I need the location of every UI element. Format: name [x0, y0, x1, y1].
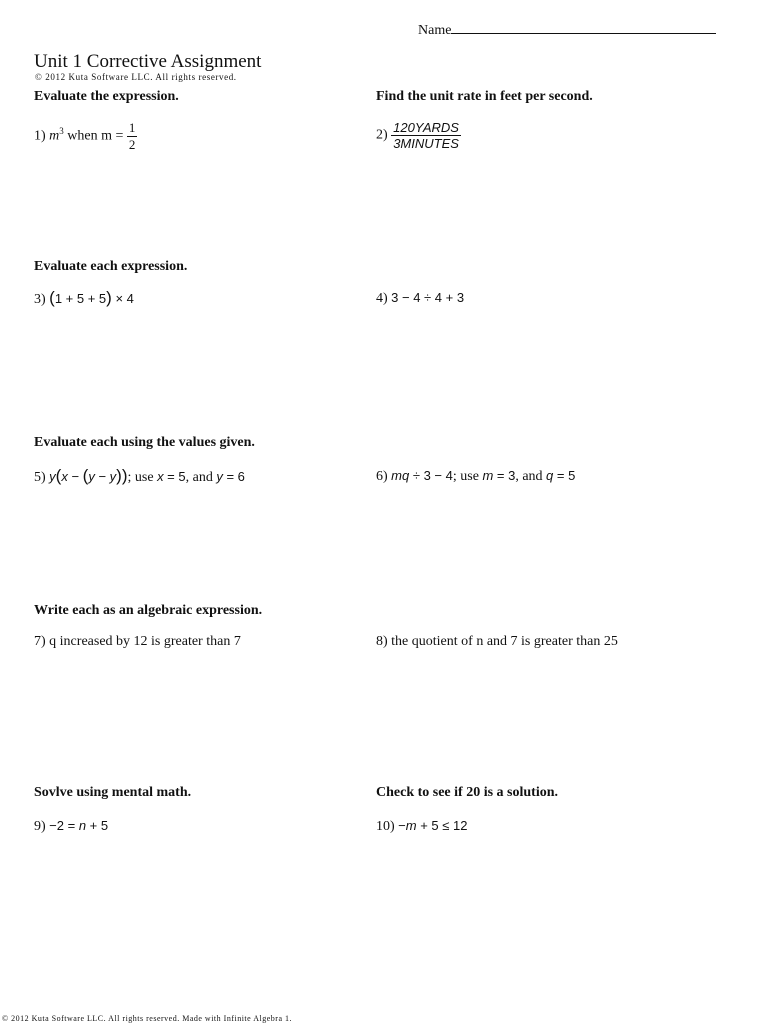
paren-open-inner: (	[82, 466, 89, 485]
variable-y: y	[216, 469, 223, 484]
minus-sign: −	[94, 469, 110, 484]
problem-number: 9)	[34, 819, 46, 834]
problem-number: 10)	[376, 819, 395, 834]
y-value: = 6	[222, 469, 245, 484]
fraction-denominator: 3MINUTES	[393, 136, 459, 151]
use-text: ; use	[452, 469, 483, 484]
negative-sign: −	[398, 818, 406, 833]
problem-3-expression	[49, 288, 134, 307]
section-5-right-heading: Check to see if 20 is a solution.	[376, 785, 558, 800]
problem-number: 5)	[34, 470, 46, 485]
use-text: ; use	[127, 470, 158, 485]
unit-rate-fraction	[391, 120, 461, 151]
section-2-heading: Evaluate each expression.	[34, 259, 188, 274]
minus-sign: −	[67, 469, 83, 484]
copyright-notice: © 2012 Kuta Software LLC. All rights reserved.	[35, 72, 237, 82]
problem-5-expression	[49, 466, 128, 485]
variable-y: y	[109, 469, 117, 484]
problem-7	[34, 634, 241, 650]
variable-n: n	[78, 818, 87, 833]
problem-8	[376, 634, 618, 650]
equation-left: −2 =	[49, 818, 79, 833]
page-footer: © 2012 Kuta Software LLC. All rights reserved. Made with Infinite Algebra 1.	[2, 1014, 293, 1023]
variable-m: m	[49, 128, 60, 144]
operation: ÷ 3 − 4	[409, 468, 453, 483]
section-3-heading: Evaluate each using the values given.	[34, 435, 255, 450]
inequality-right: + 5 ≤ 12	[416, 818, 468, 833]
problem-6	[376, 468, 575, 485]
problem-3	[34, 288, 134, 308]
section-1-right-heading: Find the unit rate in feet per second.	[376, 89, 593, 104]
equation-right: + 5	[86, 818, 109, 833]
name-blank-line[interactable]	[451, 20, 716, 34]
q-value: = 5	[553, 468, 576, 483]
given-values	[157, 469, 186, 484]
variable-q: q	[546, 468, 554, 483]
problem-9-equation	[49, 818, 108, 833]
problem-number: 4)	[376, 291, 388, 306]
problem-9	[34, 818, 108, 835]
given-values-q	[546, 468, 575, 483]
m-value: = 3	[493, 468, 516, 483]
variable-m: m	[405, 818, 417, 833]
section-1-heading: Evaluate the expression.	[34, 89, 179, 104]
problem-number: 2)	[376, 127, 388, 143]
problem-number: 3)	[34, 292, 46, 307]
problem-number: 8)	[376, 634, 388, 649]
problem-8-text: the quotient of n and 7 is greater than 25	[391, 634, 618, 649]
exponent: 3	[59, 126, 64, 137]
problem-7-text: q increased by 12 is greater than 7	[49, 634, 241, 649]
problem-10	[376, 818, 467, 835]
fraction-numerator: 1	[128, 120, 136, 135]
variable-y: y	[88, 469, 95, 484]
multiplier: × 4	[111, 291, 134, 306]
section-5-heading: Sovlve using mental math.	[34, 785, 192, 800]
variable-m: m	[482, 468, 494, 483]
problem-1-text: when m =	[63, 128, 127, 144]
paren-close: )	[106, 288, 112, 307]
name-label: Name	[418, 23, 452, 38]
problem-5	[34, 466, 245, 486]
x-value: = 5	[163, 469, 186, 484]
variable-y: y	[49, 469, 56, 484]
paren-close: ))	[116, 466, 128, 485]
name-field[interactable]	[418, 20, 716, 39]
given-values	[482, 468, 515, 483]
problem-10-inequality	[398, 818, 467, 833]
problem-number: 7)	[34, 634, 46, 649]
and-text: , and	[515, 469, 547, 484]
fraction-one-half	[127, 120, 138, 153]
problem-4	[376, 290, 464, 307]
fraction-numerator: 120YARDS	[393, 120, 459, 135]
problem-1	[34, 120, 137, 153]
variable-x: x	[61, 469, 68, 484]
given-values-y	[216, 469, 245, 484]
variable-x: x	[157, 469, 164, 484]
and-text: , and	[185, 470, 217, 485]
fraction-denominator: 2	[128, 137, 136, 152]
problem-2	[376, 120, 461, 151]
problem-6-expression	[391, 468, 453, 483]
page-title: Unit 1 Corrective Assignment	[34, 51, 262, 72]
problem-number: 1)	[34, 128, 46, 144]
paren-open: (	[55, 466, 62, 485]
problem-number: 6)	[376, 469, 388, 484]
paren-inner: 1 + 5 + 5	[54, 291, 107, 306]
problem-4-expression: 3 − 4 ÷ 4 + 3	[391, 290, 465, 305]
paren-open: (	[49, 288, 55, 307]
section-4-heading: Write each as an algebraic expression.	[34, 603, 263, 618]
variable-mq: mq	[391, 468, 410, 483]
